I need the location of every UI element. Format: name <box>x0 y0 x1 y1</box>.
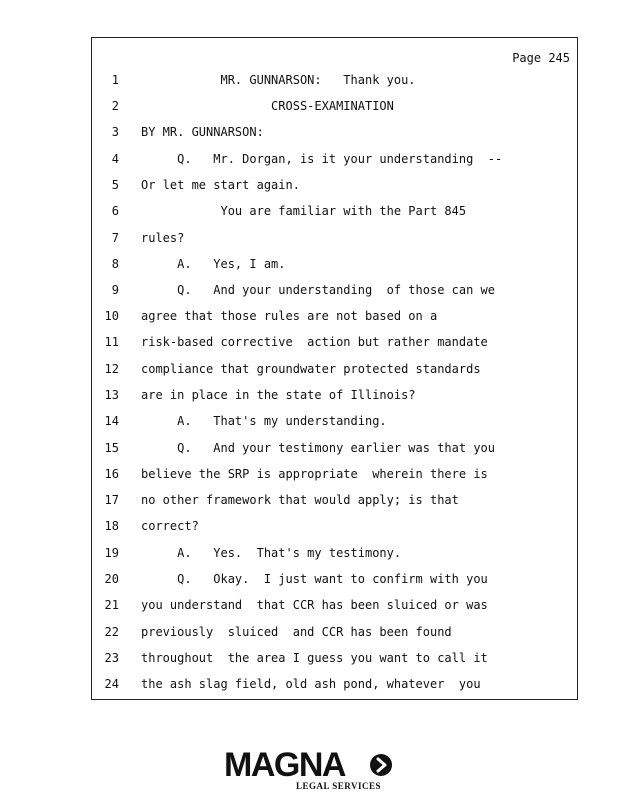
line-text: Q. And your understanding of those can we <box>141 283 496 297</box>
transcript-line <box>92 546 577 572</box>
line-number: 10 <box>104 309 119 323</box>
line-text: A. That's my understanding. <box>141 414 387 428</box>
line-number: 2 <box>111 99 119 113</box>
transcript-line <box>92 467 577 493</box>
line-number: 15 <box>104 441 119 455</box>
line-text: CROSS-EXAMINATION <box>141 99 394 113</box>
line-number: 12 <box>104 362 119 376</box>
line-text: believe the SRP is appropriate wherein there is <box>141 467 488 481</box>
line-number: 5 <box>111 178 119 192</box>
line-number: 19 <box>104 546 119 560</box>
line-text: throughout the area I guess you want to call it <box>141 651 488 665</box>
transcript-line <box>92 598 577 624</box>
line-text: are in place in the state of Illinois? <box>141 388 416 402</box>
chevron-right-circle-icon <box>370 754 392 776</box>
transcript-line <box>92 677 577 703</box>
transcript-line <box>92 257 577 283</box>
line-text: the ash slag field, old ash pond, whatever you <box>141 677 481 691</box>
line-text: A. Yes. That's my testimony. <box>141 546 402 560</box>
line-text: previously sluiced and CCR has been found <box>141 625 452 639</box>
line-text: BY MR. GUNNARSON: <box>141 125 264 139</box>
transcript-line <box>92 441 577 467</box>
line-number: 13 <box>104 388 119 402</box>
transcript-line <box>92 651 577 677</box>
line-text: compliance that groundwater protected standards <box>141 362 481 376</box>
transcript-page <box>91 37 578 700</box>
line-text: risk-based corrective action but rather mandate <box>141 335 488 349</box>
line-number: 24 <box>104 677 119 691</box>
line-text: Or let me start again. <box>141 178 300 192</box>
transcript-line <box>92 73 577 99</box>
transcript-line <box>92 309 577 335</box>
transcript-line <box>92 572 577 598</box>
line-text: correct? <box>141 519 199 533</box>
line-number: 14 <box>104 414 119 428</box>
transcript-line <box>92 178 577 204</box>
line-number: 1 <box>111 73 119 87</box>
transcript-line <box>92 152 577 178</box>
transcript-line <box>92 283 577 309</box>
transcript-line <box>92 414 577 440</box>
line-text: you understand that CCR has been sluiced or was <box>141 598 488 612</box>
line-number: 9 <box>111 283 119 297</box>
line-text: no other framework that would apply; is that <box>141 493 459 507</box>
transcript-line <box>92 519 577 545</box>
transcript-line <box>92 625 577 651</box>
line-number: 4 <box>111 152 119 166</box>
line-text: MR. GUNNARSON: Thank you. <box>141 73 416 87</box>
transcript-line <box>92 99 577 125</box>
line-text: Q. And your testimony earlier was that you <box>141 441 496 455</box>
transcript-line <box>92 335 577 361</box>
line-number: 21 <box>104 598 119 612</box>
transcript-line <box>92 204 577 230</box>
line-text: Q. Okay. I just want to confirm with you <box>141 572 488 586</box>
logo-subtitle: LEGAL SERVICES <box>296 781 381 791</box>
transcript-line <box>92 388 577 414</box>
line-text: A. Yes, I am. <box>141 257 286 271</box>
line-number: 17 <box>104 493 119 507</box>
transcript-line <box>92 125 577 151</box>
line-number: 8 <box>111 257 119 271</box>
logo-wordmark: MAGNA <box>224 746 345 784</box>
transcript-line <box>92 231 577 257</box>
line-number: 20 <box>104 572 119 586</box>
line-number: 23 <box>104 651 119 665</box>
line-number: 7 <box>111 231 119 245</box>
line-number: 16 <box>104 467 119 481</box>
line-text: rules? <box>141 231 185 245</box>
line-number: 11 <box>104 335 119 349</box>
line-text: You are familiar with the Part 845 <box>141 204 467 218</box>
transcript-line <box>92 493 577 519</box>
line-number: 3 <box>111 125 119 139</box>
line-number: 22 <box>104 625 119 639</box>
line-number: 18 <box>104 519 119 533</box>
line-text: agree that those rules are not based on a <box>141 309 438 323</box>
magna-legal-services-logo <box>224 747 399 795</box>
line-text: Q. Mr. Dorgan, is it your understanding -- <box>141 152 503 166</box>
transcript-line <box>92 362 577 388</box>
page-number: Page 245 <box>512 51 570 65</box>
line-number: 6 <box>111 204 119 218</box>
